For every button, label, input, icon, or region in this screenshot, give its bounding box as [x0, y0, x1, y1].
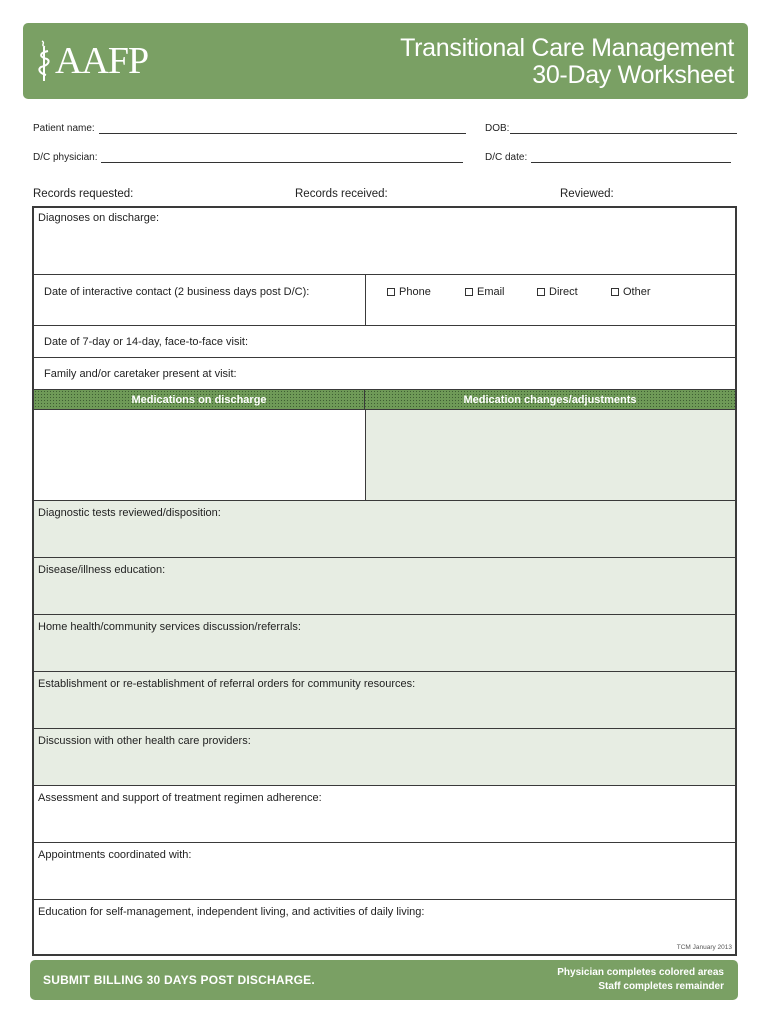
medications-on-discharge-header: Medications on discharge: [34, 390, 365, 409]
header-banner: [23, 23, 748, 99]
medication-changes-cell[interactable]: [365, 410, 735, 500]
section-label: Assessment and support of treatment regimen adherence:: [38, 792, 322, 804]
submit-billing-note: SUBMIT BILLING 30 DAYS POST DISCHARGE.: [43, 973, 315, 987]
records-requested-label[interactable]: Records requested:: [33, 188, 134, 200]
section-label: Education for self-management, independent living, and activities of daily living:: [38, 906, 425, 918]
reviewed-label[interactable]: Reviewed:: [560, 188, 614, 200]
aafp-logo: [37, 33, 148, 89]
page-title: [400, 35, 734, 89]
medications-on-discharge-cell[interactable]: [34, 410, 365, 500]
checkbox-icon: [611, 288, 619, 296]
contact-method-options: [377, 275, 675, 325]
section-row-home-health[interactable]: [34, 615, 735, 672]
face-to-face-row[interactable]: [34, 326, 735, 358]
physician-note: Physician completes colored areas: [557, 967, 724, 978]
section-label: Diagnostic tests reviewed/disposition:: [38, 507, 221, 519]
dc-physician-label: D/C physician:: [33, 152, 98, 163]
medications-header: [34, 389, 735, 410]
section-label: Disease/illness education:: [38, 564, 166, 576]
patient-name-label: Patient name:: [33, 123, 95, 134]
checkbox-icon: [537, 288, 545, 296]
section-row-appointments[interactable]: [34, 843, 735, 900]
section-row-disease-education[interactable]: [34, 558, 735, 615]
section-row-diagnostic-tests[interactable]: [34, 501, 735, 558]
dob-label: DOB:: [485, 123, 510, 134]
version-footnote: TCM January 2013: [676, 944, 732, 951]
dob-field: [485, 123, 737, 134]
medications-row: [34, 410, 735, 501]
section-row-treatment-adherence[interactable]: [34, 786, 735, 843]
staff-note: Staff completes remainder: [598, 981, 724, 992]
interactive-contact-label[interactable]: Date of interactive contact (2 business days post D/C):: [44, 286, 310, 298]
title-line-1: Transitional Care Management: [400, 34, 734, 62]
checkbox-label: Direct: [549, 286, 578, 298]
section-row-other-providers[interactable]: [34, 729, 735, 786]
section-label: Establishment or re-establishment of referral orders for community resources:: [38, 678, 416, 690]
dc-date-field: [485, 152, 731, 163]
checkbox-icon: [465, 288, 473, 296]
dc-physician-input[interactable]: [101, 153, 463, 163]
dc-physician-field: [33, 152, 463, 163]
checkbox-email[interactable]: [465, 286, 529, 298]
checkbox-direct[interactable]: [537, 286, 601, 298]
face-to-face-label: Date of 7-day or 14-day, face-to-face visit:: [44, 336, 248, 348]
completion-notes: [557, 966, 724, 994]
checkbox-label: Other: [623, 286, 651, 298]
checkbox-other[interactable]: [611, 286, 675, 298]
section-label: Appointments coordinated with:: [38, 849, 192, 861]
column-divider: [365, 275, 366, 325]
family-present-label: Family and/or caretaker present at visit:: [44, 368, 237, 380]
family-present-row[interactable]: [34, 358, 735, 389]
checkbox-phone[interactable]: [387, 286, 451, 298]
patient-name-input[interactable]: [99, 124, 466, 134]
diagnoses-row[interactable]: [34, 208, 735, 275]
section-label: Home health/community services discussion/referrals:: [38, 621, 301, 633]
patient-name-field: [33, 123, 466, 134]
section-row-self-management[interactable]: [34, 900, 735, 954]
dc-date-input[interactable]: [531, 153, 731, 163]
footer-banner: [30, 960, 738, 1000]
worksheet-table: [32, 206, 737, 956]
diagnoses-label: Diagnoses on discharge:: [38, 212, 160, 224]
section-row-referral-orders[interactable]: [34, 672, 735, 729]
records-received-label[interactable]: Records received:: [295, 188, 388, 200]
logo-text: AAFP: [55, 40, 149, 82]
dc-date-label: D/C date:: [485, 152, 528, 163]
title-line-2: 30-Day Worksheet: [532, 61, 734, 89]
section-label: Discussion with other health care providers:: [38, 735, 251, 747]
interactive-contact-row: [34, 275, 735, 326]
checkbox-label: Email: [477, 286, 505, 298]
caduceus-icon: [37, 39, 51, 83]
medication-changes-header: Medication changes/adjustments: [463, 393, 637, 406]
checkbox-label: Phone: [399, 286, 431, 298]
checkbox-icon: [387, 288, 395, 296]
dob-input[interactable]: [510, 124, 737, 134]
